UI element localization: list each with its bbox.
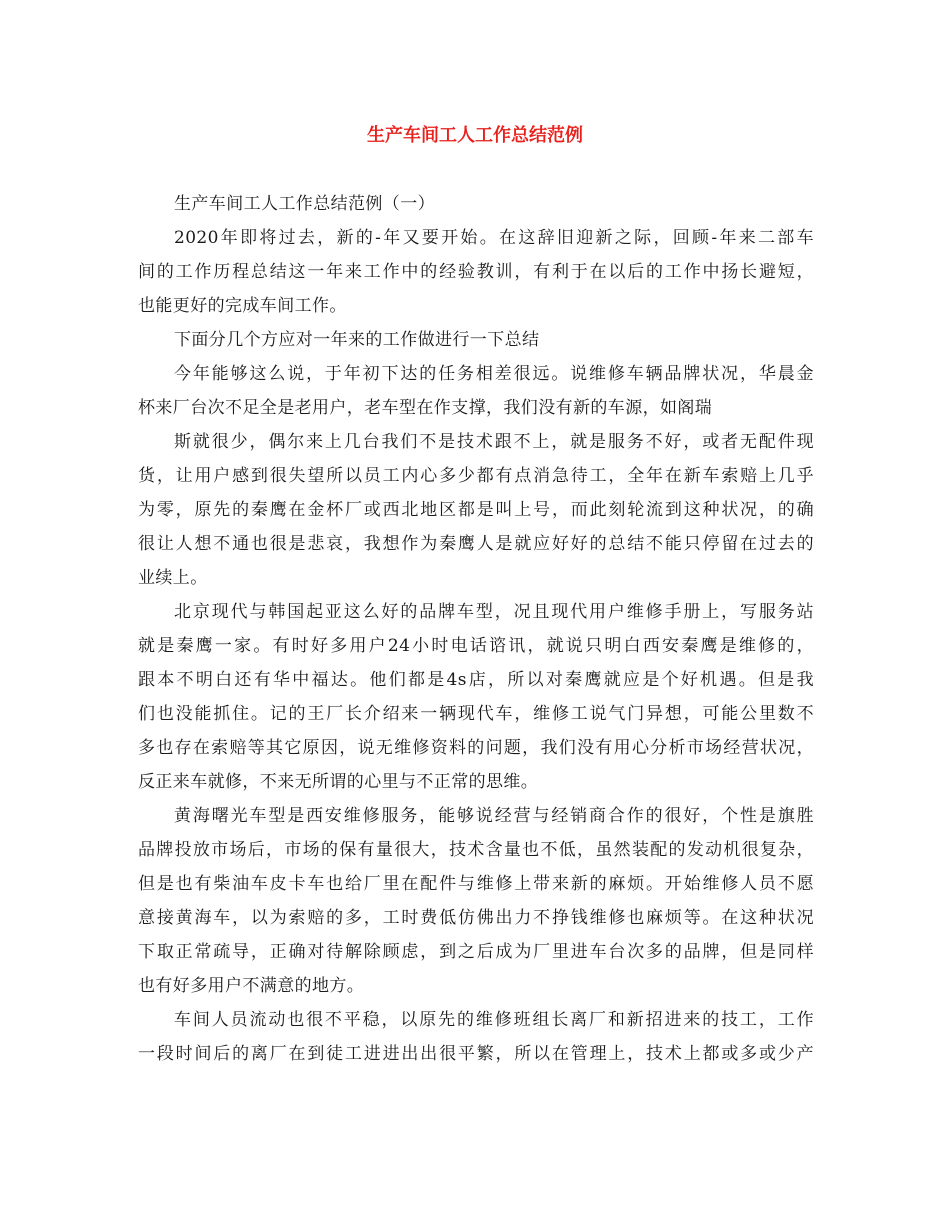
text-line: 反正来车就修，不来无所谓的心里与不正常的思维。 — [138, 772, 539, 792]
text-line: 今年能够这么说，于年初下达的任务相差很远。说维修车辆品牌状况，华晨金 — [174, 364, 814, 384]
text-line: 也有好多用户不满意的地方。 — [138, 976, 365, 996]
text-line: 一段时间后的离厂在到徒工进进出出很平繁，所以在管理上，技术上都或多或少产 — [138, 1044, 814, 1064]
text-line: 货，让用户感到很失望所以员工内心多少都有点消急待工，全年在新车索赔上几乎 — [138, 466, 814, 486]
text-line: 品牌投放市场后，市场的保有量很大，技术含量也不低，虽然装配的发动机很复杂， — [138, 840, 814, 860]
text-line: 就是秦鹰一家。有时好多用户24小时电话谘讯，就说只明白西安秦鹰是维修的， — [138, 636, 814, 656]
text-line: 下面分几个方应对一年来的工作做进行一下总结 — [174, 330, 540, 350]
text-line: 生产车间工人工作总结范例（一） — [174, 194, 435, 214]
text-line: 跟本不明白还有华中福达。他们都是4s店，所以对秦鹰就应是个好机遇。但是我 — [138, 670, 814, 690]
text-line: 也能更好的完成车间工作。 — [138, 296, 347, 316]
text-line: 但是也有柴油车皮卡车也给厂里在配件与维修上带来新的麻烦。开始维修人员不愿 — [138, 874, 814, 894]
text-line: 车间人员流动也很不平稳，以原先的维修班组长离厂和新招进来的技工，工作 — [174, 1010, 814, 1030]
text-line: 北京现代与韩国起亚这么好的品牌车型，况且现代用户维修手册上，写服务站 — [174, 602, 814, 622]
text-line: 斯就很少，偶尔来上几台我们不是技术跟不上，就是服务不好，或者无配件现 — [174, 432, 814, 452]
text-line: 们也没能抓住。记的王厂长介绍来一辆现代车，维修工说气门异想，可能公里数不 — [138, 704, 814, 724]
document-body — [138, 187, 814, 1071]
text-line: 很让人想不通也很是悲哀，我想作为秦鹰人是就应好好的总结不能只停留在过去的 — [138, 534, 814, 554]
text-line: 2020年即将过去，新的-年又要开始。在这辞旧迎新之际，回顾-年来二部车 — [174, 228, 814, 248]
text-line: 多也存在索赔等其它原因，说无维修资料的问题，我们没有用心分析市场经营状况， — [138, 738, 814, 758]
document-title: 生产车间工人工作总结范例 — [367, 125, 583, 146]
text-line: 黄海曙光车型是西安维修服务，能够说经营与经销商合作的很好，个性是旗胜 — [174, 806, 814, 826]
text-line: 意接黄海车，以为索赔的多，工时费低仿佛出力不挣钱维修也麻烦等。在这种状况 — [138, 908, 814, 928]
text-line: 为零，原先的秦鹰在金杯厂或西北地区都是叫上号，而此刻轮流到这种状况，的确 — [138, 500, 814, 520]
text-line: 间的工作历程总结这一年来工作中的经验教训，有利于在以后的工作中扬长避短， — [138, 262, 814, 282]
text-line: 杯来厂台次不足全是老用户，老车型在作支撑，我们没有新的车源，如阁瑞 — [138, 398, 713, 418]
text-line: 下取正常疏导，正确对待解除顾虑，到之后成为厂里进车台次多的品牌，但是同样 — [138, 942, 814, 962]
text-line: 业续上。 — [138, 568, 208, 588]
